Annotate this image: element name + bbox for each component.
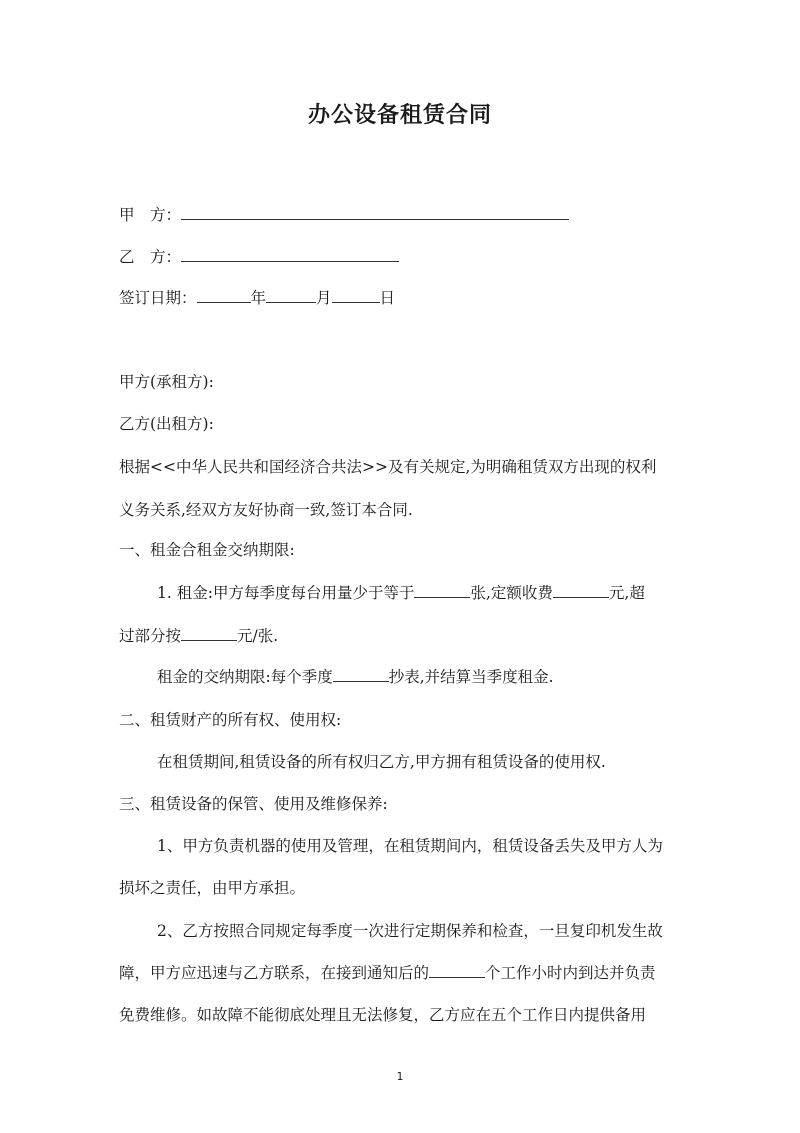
intro-line-2: 义务关系,经双方友好协商一致,签订本合同. [119, 501, 413, 519]
page-number: 1 [396, 1070, 404, 1083]
section-1-title: 一、租金合租金交纳期限: [119, 541, 295, 559]
sign-date-label: 签订日期： [119, 289, 197, 307]
party-b-label: 乙 方： [119, 248, 182, 266]
section-3-title: 三、租赁设备的保管、使用及维修保养: [119, 795, 388, 813]
section-3-para-2-line-2 [119, 963, 656, 983]
party-a-role: 甲方(承租方): [119, 373, 214, 391]
section-2-title: 二、租赁财产的所有权、使用权: [119, 711, 342, 729]
fill-blank [333, 667, 389, 682]
party-a-blank [181, 205, 569, 220]
month-label: 月 [316, 289, 332, 307]
document-title: 办公设备租赁合同 [307, 103, 492, 128]
section-3-para-2-line-1: 2、乙方按照合同规定每季度一次进行定期保养和检查，一旦复印机发生故 [157, 922, 663, 940]
day-blank [332, 288, 380, 303]
party-b-field [119, 247, 399, 267]
text-segment: 个工作小时内到达并负责 [485, 964, 656, 982]
text-segment: 1. 租金:甲方每季度每台用量少于等于 [157, 584, 415, 602]
year-blank [197, 288, 251, 303]
text-segment: 租金的交纳期限:每个季度 [157, 668, 333, 686]
party-a-field [119, 205, 569, 225]
fill-blank [553, 583, 609, 598]
text-segment: 过部分按 [119, 627, 182, 645]
section-1-para-2 [157, 667, 554, 687]
section-3-para-2-line-3: 免费维修。如故障不能彻底处理且无法修复，乙方应在五个工作日内提供备用 [119, 1006, 647, 1024]
party-b-role: 乙方(出租方): [119, 415, 214, 433]
section-3-para-1-line-1: 1、甲方负责机器的使用及管理，在租赁期间内，租赁设备丢失及甲方人为 [157, 837, 663, 855]
party-a-label: 甲 方： [119, 206, 182, 224]
sign-date-field [119, 288, 395, 308]
text-segment: 元/张. [237, 627, 279, 645]
day-label: 日 [379, 289, 396, 307]
party-b-blank [181, 247, 399, 262]
text-segment: 元,超 [608, 584, 645, 602]
month-blank [266, 288, 316, 303]
year-label: 年 [250, 289, 267, 307]
section-1-para-1-line-1 [157, 583, 645, 603]
fill-blank [181, 626, 237, 641]
intro-line-1: 根据<<中华人民共和国经济合共法>>及有关规定,为明确租赁双方出现的权利 [119, 458, 657, 476]
section-2-para-1: 在租赁期间,租赁设备的所有权归乙方,甲方拥有租赁设备的使用权. [157, 753, 606, 771]
text-segment: 张,定额收费 [470, 584, 553, 602]
fill-blank [414, 583, 470, 598]
fill-blank [429, 963, 485, 978]
section-1-para-1-line-2 [119, 626, 278, 646]
text-segment: 抄表,并结算当季度租金. [388, 668, 554, 686]
text-segment: 障，甲方应迅速与乙方联系，在接到通知后的 [119, 964, 430, 982]
section-3-para-1-line-2: 损坏之责任，由甲方承担。 [119, 879, 306, 897]
